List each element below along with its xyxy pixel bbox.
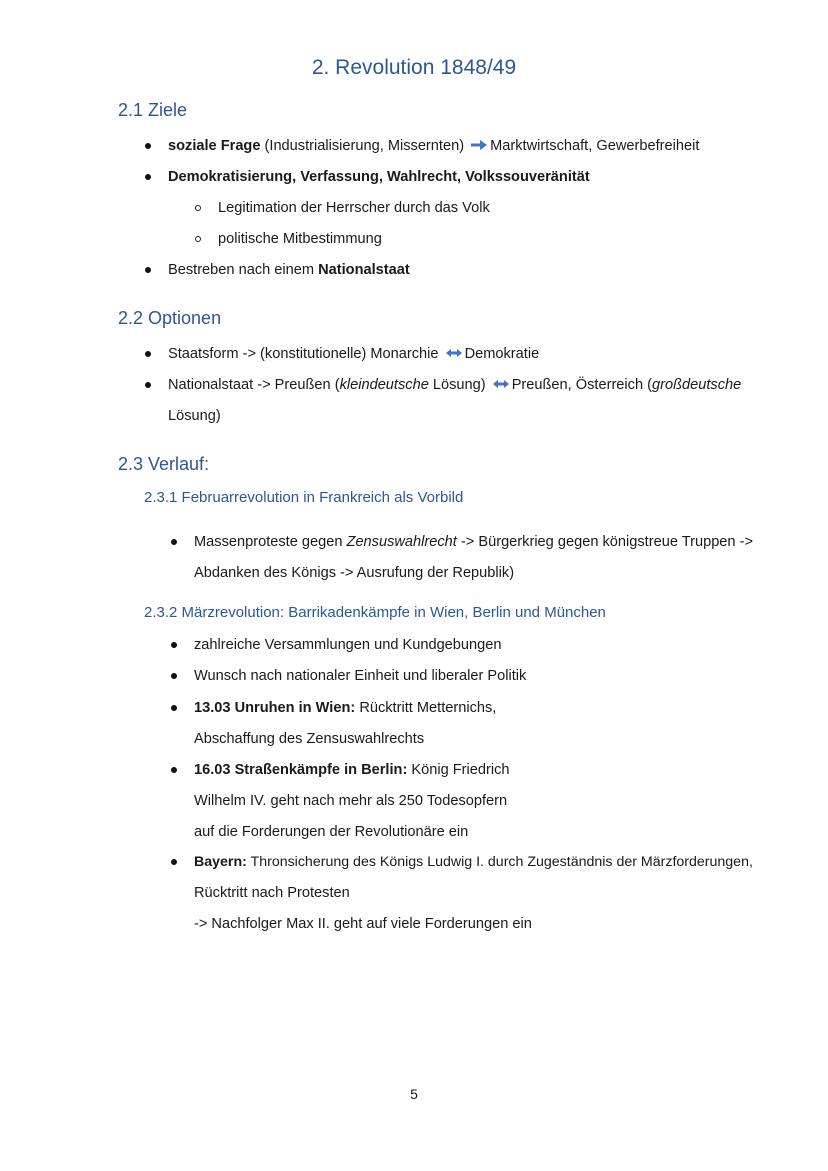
section-heading-ziele: 2.1 Ziele — [118, 100, 188, 120]
list-item-continuation: Abschaffung des Zensuswahlrechts — [194, 731, 425, 747]
right-arrow-icon — [471, 140, 487, 150]
bullet-icon — [171, 673, 177, 679]
bullet-icon — [171, 642, 177, 648]
subsection-heading-februarrevolution: 2.3.1 Februarrevolution in Frankreich als Vorbild — [144, 489, 464, 506]
bullet-icon — [171, 767, 177, 773]
bullet-icon — [145, 267, 151, 273]
section-heading-optionen: 2.2 Optionen — [118, 308, 222, 328]
list-item-continuation: Abdanken des Königs -> Ausrufung der Republik) — [194, 565, 515, 581]
bullet-icon — [171, 539, 177, 545]
list-item: Bayern: Thronsicherung des Königs Ludwig I. durch Zugeständnis der Märzforderungen, — [194, 854, 753, 870]
double-arrow-icon — [446, 348, 462, 358]
list-item: Staatsform -> (konstitutionelle) Monarchie Demokratie — [168, 346, 540, 362]
list-item: zahlreiche Versammlungen und Kundgebungen — [194, 637, 502, 653]
list-item-continuation: -> Nachfolger Max II. geht auf viele Forderungen ein — [194, 916, 532, 932]
list-item: soziale Frage (Industrialisierung, Missernten) Marktwirtschaft, Gewerbefreiheit — [168, 138, 700, 154]
bullet-icon — [171, 705, 177, 711]
list-item: 13.03 Unruhen in Wien: Rücktritt Metternichs, — [194, 700, 497, 716]
bullet-icon — [171, 859, 177, 865]
list-item-continuation: Rücktritt nach Protesten — [194, 885, 350, 901]
page-title: 2. Revolution 1848/49 — [311, 56, 517, 79]
list-item-continuation: auf die Forderungen der Revolutionäre ein — [194, 824, 469, 840]
bullet-icon — [145, 382, 151, 388]
list-item: Massenproteste gegen Zensuswahlrecht -> Bürgerkrieg gegen königstreue Truppen -> — [194, 534, 753, 550]
subsection-heading-maerzrevolution: 2.3.2 Märzrevolution: Barrikadenkämpfe in Wien, Berlin und München — [144, 604, 606, 621]
sub-bullet-icon — [195, 205, 201, 211]
bullet-icon — [145, 143, 151, 149]
list-item: Wunsch nach nationaler Einheit und liberaler Politik — [194, 668, 527, 684]
double-arrow-icon — [493, 379, 509, 389]
list-item-continuation: Lösung) — [168, 408, 221, 424]
list-item-continuation: Wilhelm IV. geht nach mehr als 250 Todesopfern — [194, 793, 508, 809]
bullet-icon — [145, 174, 151, 180]
sub-bullet-icon — [195, 236, 201, 242]
page-number: 5 — [410, 1086, 418, 1102]
section-heading-verlauf: 2.3 Verlauf: — [118, 454, 210, 474]
list-item: politische Mitbestimmung — [218, 231, 382, 247]
list-item: Legitimation der Herrscher durch das Volk — [218, 200, 490, 216]
bullet-icon — [145, 351, 151, 357]
list-item: 16.03 Straßenkämpfe in Berlin: König Friedrich — [194, 762, 510, 778]
list-item: Bestreben nach einem Nationalstaat — [168, 262, 410, 278]
list-item: Nationalstaat -> Preußen (kleindeutsche Lösung) Preußen, Österreich (großdeutsche — [168, 377, 742, 393]
list-item: Demokratisierung, Verfassung, Wahlrecht, Volkssouveränität — [168, 169, 590, 185]
